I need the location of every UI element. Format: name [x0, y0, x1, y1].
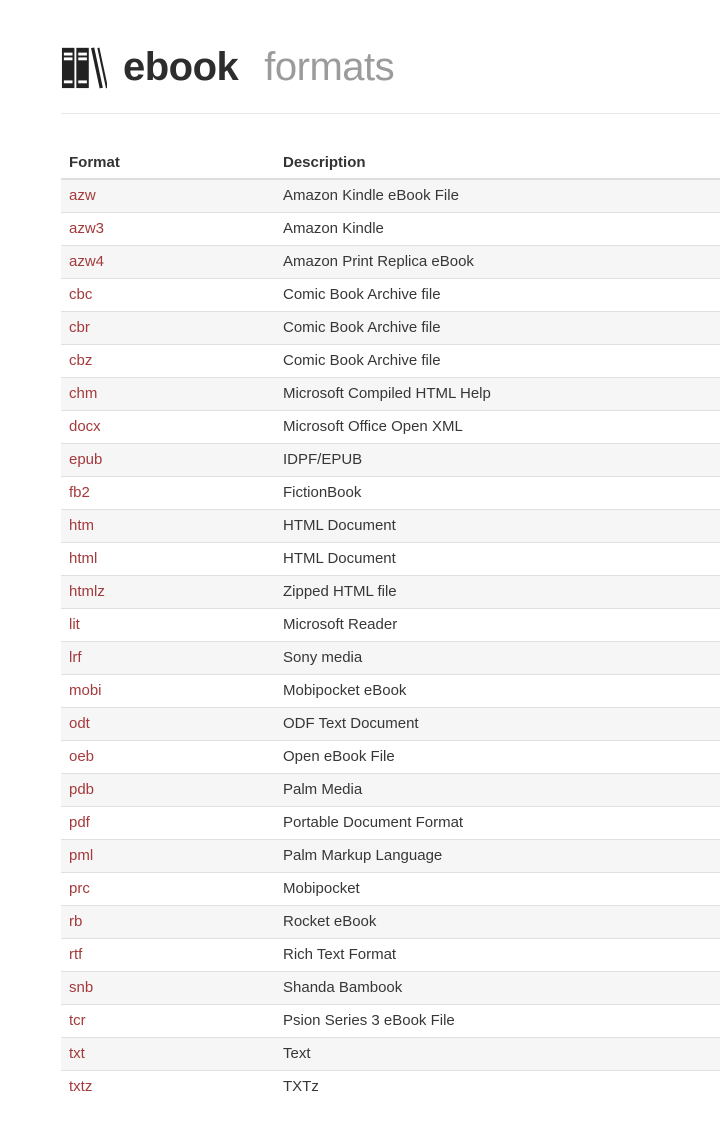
- table-row: [61, 1071, 720, 1104]
- format-cell: [61, 774, 275, 807]
- table-row: [61, 609, 720, 642]
- format-cell: [61, 939, 275, 972]
- format-link[interactable]: azw4: [69, 253, 105, 270]
- format-link[interactable]: rtf: [69, 946, 83, 963]
- format-cell: [61, 1038, 275, 1071]
- table-row: [61, 345, 720, 378]
- description-cell: Rocket eBook: [275, 906, 720, 939]
- format-link[interactable]: prc: [69, 880, 90, 897]
- table-row: [61, 312, 720, 345]
- format-link[interactable]: snb: [69, 979, 94, 996]
- format-cell: [61, 312, 275, 345]
- table-row: [61, 1005, 720, 1038]
- table-row: [61, 477, 720, 510]
- format-link[interactable]: htmlz: [69, 583, 105, 600]
- format-cell: [61, 1071, 275, 1104]
- description-cell: Shanda Bambook: [275, 972, 720, 1005]
- description-cell: Comic Book Archive file: [275, 345, 720, 378]
- format-cell: [61, 840, 275, 873]
- column-header-description: Description: [275, 147, 720, 179]
- format-cell: [61, 708, 275, 741]
- format-cell: [61, 1005, 275, 1038]
- description-cell: IDPF/EPUB: [275, 444, 720, 477]
- format-link[interactable]: azw: [69, 187, 96, 204]
- format-cell: [61, 411, 275, 444]
- format-link[interactable]: chm: [69, 385, 98, 402]
- table-row: [61, 807, 720, 840]
- format-cell: [61, 213, 275, 246]
- table-row: [61, 576, 720, 609]
- format-link[interactable]: cbz: [69, 352, 93, 369]
- description-cell: Microsoft Reader: [275, 609, 720, 642]
- column-header-format: Format: [61, 147, 275, 179]
- table-row: [61, 873, 720, 906]
- formats-table: [61, 147, 720, 1103]
- format-cell: [61, 477, 275, 510]
- table-row: [61, 675, 720, 708]
- table-row: [61, 510, 720, 543]
- format-link[interactable]: oeb: [69, 748, 95, 765]
- format-cell: [61, 510, 275, 543]
- table-row: [61, 906, 720, 939]
- format-link[interactable]: htm: [69, 517, 95, 534]
- format-cell: [61, 741, 275, 774]
- description-cell: Portable Document Format: [275, 807, 720, 840]
- description-cell: Palm Media: [275, 774, 720, 807]
- format-link[interactable]: tcr: [69, 1012, 86, 1029]
- format-link[interactable]: lit: [69, 616, 80, 633]
- description-cell: Amazon Print Replica eBook: [275, 246, 720, 279]
- format-link[interactable]: lrf: [69, 649, 82, 666]
- description-cell: Open eBook File: [275, 741, 720, 774]
- format-link[interactable]: pml: [69, 847, 94, 864]
- table-row: [61, 444, 720, 477]
- format-cell: [61, 543, 275, 576]
- format-link[interactable]: txt: [69, 1045, 85, 1062]
- description-cell: Amazon Kindle: [275, 213, 720, 246]
- table-row: [61, 246, 720, 279]
- format-cell: [61, 807, 275, 840]
- description-cell: Text: [275, 1038, 720, 1071]
- format-cell: [61, 873, 275, 906]
- table-header-row: [61, 147, 720, 179]
- format-cell: [61, 345, 275, 378]
- format-link[interactable]: pdf: [69, 814, 90, 831]
- table-row: [61, 179, 720, 213]
- format-cell: [61, 279, 275, 312]
- format-link[interactable]: azw3: [69, 220, 105, 237]
- table-row: [61, 741, 720, 774]
- description-cell: HTML Document: [275, 543, 720, 576]
- table-row: [61, 774, 720, 807]
- format-cell: [61, 675, 275, 708]
- format-cell: [61, 378, 275, 411]
- description-cell: Microsoft Office Open XML: [275, 411, 720, 444]
- site-header: [61, 44, 720, 90]
- format-link[interactable]: cbc: [69, 286, 93, 303]
- table-row: [61, 543, 720, 576]
- table-row: [61, 972, 720, 1005]
- format-link[interactable]: html: [69, 550, 98, 567]
- format-link[interactable]: fb2: [69, 484, 90, 501]
- format-cell: [61, 972, 275, 1005]
- format-link[interactable]: txtz: [69, 1078, 93, 1095]
- description-cell: Mobipocket: [275, 873, 720, 906]
- page-subtitle: formats: [264, 45, 395, 89]
- description-cell: Microsoft Compiled HTML Help: [275, 378, 720, 411]
- header-divider: [61, 113, 720, 114]
- format-link[interactable]: rb: [69, 913, 83, 930]
- description-cell: Comic Book Archive file: [275, 312, 720, 345]
- table-row: [61, 1038, 720, 1071]
- format-cell: [61, 179, 275, 213]
- table-row: [61, 840, 720, 873]
- table-row: [61, 378, 720, 411]
- books-icon: [61, 44, 107, 90]
- format-cell: [61, 906, 275, 939]
- format-link[interactable]: mobi: [69, 682, 102, 699]
- description-cell: Amazon Kindle eBook File: [275, 179, 720, 213]
- format-cell: [61, 444, 275, 477]
- table-row: [61, 411, 720, 444]
- format-link[interactable]: odt: [69, 715, 90, 732]
- format-cell: [61, 246, 275, 279]
- description-cell: TXTz: [275, 1071, 720, 1104]
- table-row: [61, 708, 720, 741]
- description-cell: Palm Markup Language: [275, 840, 720, 873]
- description-cell: Mobipocket eBook: [275, 675, 720, 708]
- format-link[interactable]: pdb: [69, 781, 95, 798]
- description-cell: Sony media: [275, 642, 720, 675]
- page-title: ebook: [123, 45, 239, 89]
- description-cell: Rich Text Format: [275, 939, 720, 972]
- description-cell: FictionBook: [275, 477, 720, 510]
- description-cell: Zipped HTML file: [275, 576, 720, 609]
- description-cell: Comic Book Archive file: [275, 279, 720, 312]
- description-cell: Psion Series 3 eBook File: [275, 1005, 720, 1038]
- description-cell: HTML Document: [275, 510, 720, 543]
- format-cell: [61, 609, 275, 642]
- format-link[interactable]: epub: [69, 451, 103, 468]
- description-cell: ODF Text Document: [275, 708, 720, 741]
- table-row: [61, 279, 720, 312]
- format-cell: [61, 642, 275, 675]
- format-cell: [61, 576, 275, 609]
- table-row: [61, 939, 720, 972]
- format-link[interactable]: cbr: [69, 319, 90, 336]
- table-row: [61, 642, 720, 675]
- table-row: [61, 213, 720, 246]
- format-link[interactable]: docx: [69, 418, 101, 435]
